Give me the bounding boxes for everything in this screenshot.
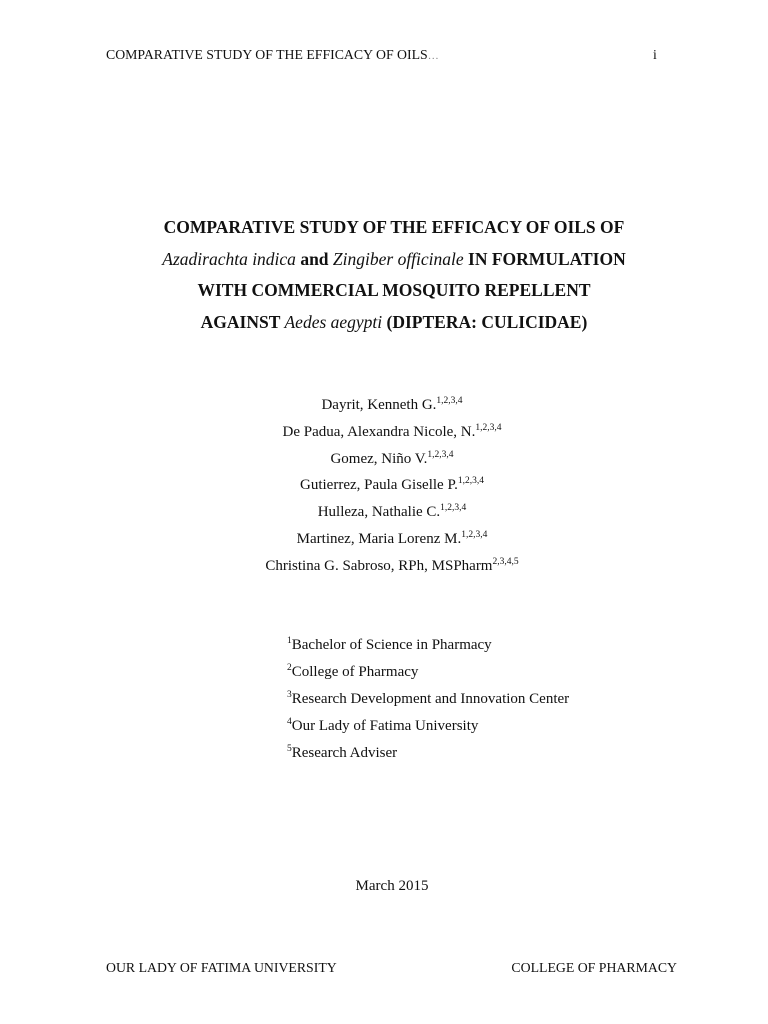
- author-name: Gutierrez, Paula Giselle P.: [300, 477, 458, 494]
- footer-university: OUR LADY OF FATIMA UNIVERSITY: [106, 960, 337, 975]
- title-text: IN FORMULATION: [468, 248, 626, 269]
- affiliation-number: 3: [287, 690, 292, 700]
- affiliation-number: 1: [287, 636, 292, 646]
- author-affiliation-marks: 1,2,3,4: [427, 449, 454, 460]
- affiliation-number: 5: [287, 744, 292, 754]
- affiliation-text: College of Pharmacy: [291, 664, 419, 680]
- paper-title: [20, 212, 768, 338]
- title-line-4: [20, 307, 768, 339]
- author-line: [16, 553, 768, 580]
- author-line: [16, 446, 768, 473]
- author-line: [16, 472, 768, 499]
- author-affiliation-marks: 1,2,3,4: [457, 476, 484, 487]
- affiliation-line: [287, 713, 569, 740]
- affiliation-text: Bachelor of Science in Pharmacy: [291, 637, 492, 653]
- title-text: (DIPTERA: CULICIDAE): [386, 311, 588, 332]
- author-name: Dayrit, Kenneth G.: [321, 397, 437, 413]
- author-affiliation-marks: 1,2,3,4: [440, 503, 467, 514]
- page-number: i: [653, 47, 657, 62]
- affiliation-text: Research Adviser: [291, 745, 398, 761]
- affiliation-text: Research Development and Innovation Center: [291, 691, 570, 707]
- title-line-3: WITH COMMERCIAL MOSQUITO REPELLENT: [197, 280, 591, 301]
- affiliation-line: [287, 740, 569, 767]
- author-name: Martinez, Maria Lorenz M.: [296, 530, 462, 547]
- running-header: [106, 46, 439, 65]
- author-affiliation-marks: 1,2,3,4: [461, 529, 488, 540]
- title-text: AGAINST: [200, 311, 281, 332]
- footer-college: COLLEGE OF PHARMACY: [511, 960, 677, 975]
- author-line: [16, 526, 768, 553]
- author-name: De Padua, Alexandra Nicole, N.: [282, 423, 476, 440]
- author-line: [16, 392, 768, 419]
- title-line-1: COMPARATIVE STUDY OF THE EFFICACY OF OILS OF: [163, 217, 625, 237]
- species-name: Azadirachta indica: [162, 248, 296, 269]
- title-conjunction: and: [300, 248, 329, 269]
- species-name: Aedes aegypti: [284, 311, 383, 332]
- author-affiliation-marks: 1,2,3,4: [436, 396, 463, 406]
- affiliation-number: 2: [287, 663, 292, 673]
- publication-date: March 2015: [355, 878, 429, 894]
- author-list: [16, 392, 768, 580]
- author-name: Christina G. Sabroso, RPh, MSPharm: [265, 557, 493, 574]
- author-name: Hulleza, Nathalie C.: [317, 504, 441, 521]
- affiliation-text: Our Lady of Fatima University: [291, 718, 479, 734]
- running-title-ellipsis: …: [427, 50, 439, 62]
- author-affiliation-marks: 2,3,4,5: [492, 556, 519, 567]
- affiliation-line: [287, 659, 569, 686]
- species-name: Zingiber officinale: [332, 248, 464, 269]
- affiliation-line: [287, 632, 569, 659]
- author-line: [16, 499, 768, 526]
- running-title: COMPARATIVE STUDY OF THE EFFICACY OF OILS: [106, 47, 428, 62]
- author-name: Gomez, Niño V.: [330, 450, 428, 467]
- affiliation-list: [287, 632, 569, 767]
- author-affiliation-marks: 1,2,3,4: [475, 422, 502, 433]
- affiliation-line: [287, 686, 569, 713]
- title-line-2: [20, 244, 768, 276]
- affiliation-number: 4: [287, 717, 292, 727]
- author-line: [16, 419, 768, 446]
